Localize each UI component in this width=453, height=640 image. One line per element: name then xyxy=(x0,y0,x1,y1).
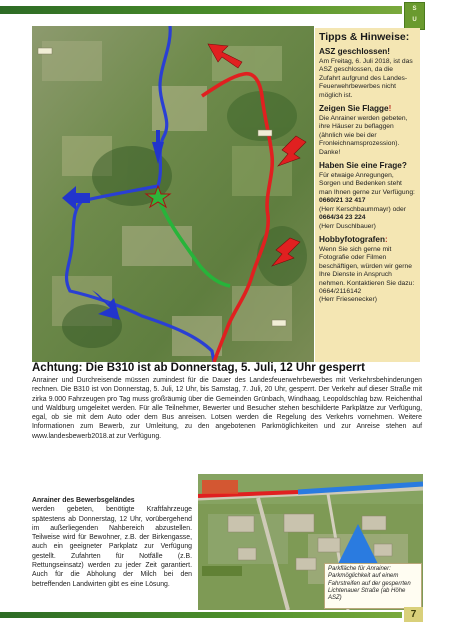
photographer-heading: Hobbyfotografen: xyxy=(319,234,388,244)
phone-2: 0664/34 23 224 xyxy=(319,214,366,222)
detour-map xyxy=(32,26,314,362)
tips-sidebar xyxy=(315,28,420,362)
flag-heading: Zeigen Sie Flagge! xyxy=(319,104,392,114)
residents-heading: Anrainer des Bewerbsgeländes xyxy=(32,497,135,504)
municipality-logo: S U xyxy=(404,2,425,30)
header-band xyxy=(0,0,453,20)
article-body: Anrainer und Durchreisende müssen zumindest für die Dauer des Landesfeuerwehrbewerbes mit Verkehrsbehinderungen rechnen. Die B310 ist von Donnerstag, 5. Juli, 12 Uhr, bis Samstag, 7. Juli, 20 Uhr, gesperrt. Der Verkehr auf dieser Straße mit zirka 9.000 Fahrzeugen pro Tag muss großräumig über die Gemeinden Grünbach, Windhaag, Leopoldschlag bzw. Reichenthal und Waldburg umgeleitet werden. Für alle Teilnehmer, Bewerter und Besucher stehen beschilderte Parkplätze zur Verfügung, egal, ob sie mit dem Auto oder dem Bus anreisen. Lotsen werden die Regelung des Verkehrs vornehmen. Weitere Informationen zum Bewerb, zur Umleitung, zu den angebotenen Parkmöglichkeiten und zur Anreise stehen auf www.landesbewerb2018.at zur Verfügung. xyxy=(32,377,422,440)
phone-1: 0660/21 32 417 xyxy=(319,197,366,205)
asz-text: Am Freitag, 6. Juli 2018, ist das ASZ geschlossen, da die Zufahrt aufgrund des Landes-Feuerwehrbewerbes nicht möglich ist. xyxy=(319,58,413,99)
article-headline: Achtung: Die B310 ist ab Donnerstag, 5. Juli, 12 Uhr gesperrt xyxy=(32,362,365,374)
residents-text: werden gebeten, benötigte Kraftfahrzeuge spätestens ab Donnerstag, 12 Uhr, vorübergehend im außerliegenden Nahbereich abzustellen. Teilweise wird für Bewohner, z.B. der Birkengasse, auch ein geeigneter Parkplatz zur Verfügung gestellt. Zufahrten für Notfälle (z.B. Rettungseinsatz) werden zu jeder Zeit garantiert. Auch für die Abholung der Milch bei den betreffenden Landwirten gibt es eine Lösung. xyxy=(32,506,192,588)
phone-3: 0664/2116142 xyxy=(319,287,362,295)
question-heading: Haben Sie eine Frage? xyxy=(319,161,407,171)
photographer-text: Wenn Sie sich gerne mit Fotografie oder Filmen beschäftigen, würden wir gerne Ihre Dienste in Anspruch nehmen. Kontaktieren Sie dazu: 0664/2116142 (Herr Friesenecker) xyxy=(319,245,415,304)
asz-heading: ASZ geschlossen! xyxy=(319,47,390,56)
residents-notice xyxy=(32,496,192,589)
flag-text: Die Anrainer werden gebeten, ihre Häuser zu beflaggen (ähnlich wie bei der Fronleichnamsprozession). Danke! xyxy=(319,115,408,156)
header-stripe xyxy=(0,6,402,14)
sidebar-title: Tipps & Hinweise: xyxy=(319,31,410,43)
parking-callout: Parkfläche für Anrainer: Parkmöglichkeit auf einem Fahrstreifen auf der gesperrten Lichtenauer Straße (ab Höhe ASZ) xyxy=(324,563,422,609)
question-text: Für etwaige Anregungen, Sorgen und Bedenken steht man Ihnen gerne zur Verfügung: 0660/21 32 417 (Herr Kerschbaummayr) oder 0664/34 23 224 (Herr Duschlbauer) xyxy=(319,172,415,230)
footer-stripe xyxy=(0,612,402,618)
page-number: 7 xyxy=(404,607,423,622)
